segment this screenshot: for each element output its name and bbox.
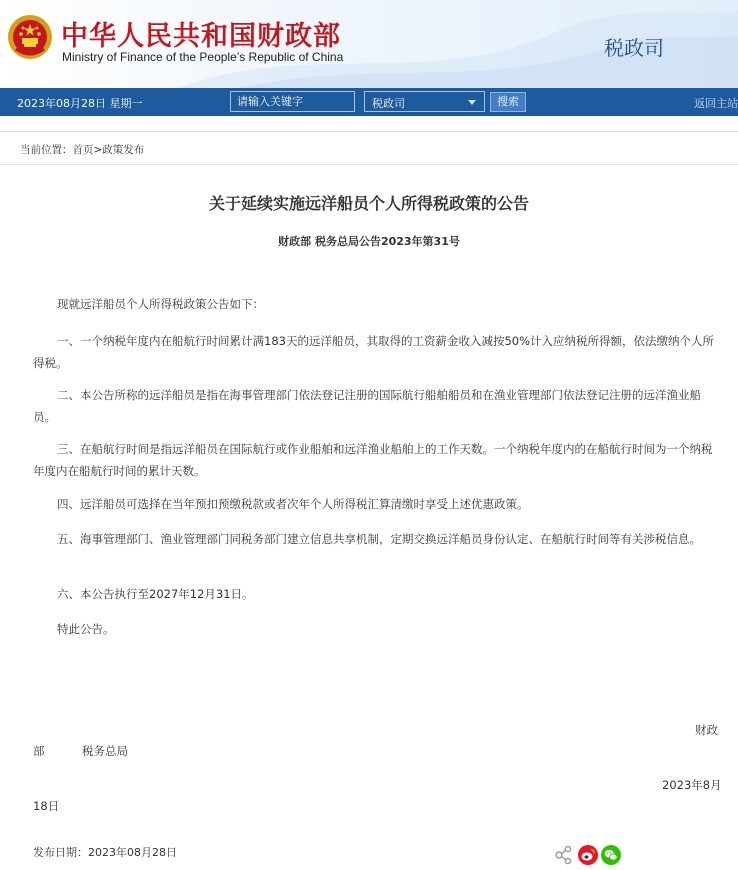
national-emblem-icon — [6, 13, 54, 61]
divider — [0, 164, 738, 165]
article-container — [0, 131, 738, 870]
share-icon[interactable] — [554, 845, 574, 865]
weibo-icon[interactable] — [578, 845, 598, 865]
signature-line-2b: 税务总局 — [82, 744, 128, 758]
paragraph-6: 六、本公告执行至2027年12月31日。 — [57, 587, 254, 601]
site-header — [0, 0, 738, 88]
breadcrumb[interactable]: 当前位置：首页>政策发布 — [20, 144, 145, 156]
date-line-1: 2023年8月 — [662, 778, 722, 792]
chevron-down-icon — [468, 100, 476, 105]
paragraph-1: 一、一个纳税年度内在船航行时间累计满183天的远洋船员，其取得的工资薪金收入减按50%计入应纳税所得额，依法缴纳个人所得税。 — [33, 334, 715, 370]
signature-line-1: 财政 — [695, 723, 718, 737]
search-input[interactable] — [230, 91, 355, 112]
site-title-english: Ministry of Finance of the People’s Republic of China — [62, 50, 344, 64]
signature-line-2a: 部 — [33, 744, 45, 758]
paragraph-closing: 特此公告。 — [57, 622, 115, 636]
return-home-link[interactable]: 返回主站 — [694, 97, 738, 110]
paragraph-intro: 现就远洋船员个人所得税政策公告如下： — [57, 297, 264, 311]
current-date: 2023年08月28日 星期一 — [17, 97, 143, 110]
paragraph-5: 五、海事管理部门、渔业管理部门同税务部门建立信息共享机制，定期交换远洋船员身份认定、在船航行时间等有关涉税信息。 — [57, 532, 701, 546]
paragraph-4: 四、远洋船员可选择在当年预扣预缴税款或者次年个人所得税汇算清缴时享受上述优惠政策。 — [57, 497, 529, 511]
paragraph-3: 三、在船航行时间是指远洋船员在国际航行或作业船舶和远洋渔业船舶上的工作天数。一个纳税年度内的在船航行时间为一个纳税年度内在船航行时间的累计天数。 — [33, 442, 713, 478]
article-title: 关于延续实施远洋船员个人所得税政策的公告 — [208, 194, 529, 213]
publish-date: 发布日期：2023年08月28日 — [33, 846, 177, 859]
wechat-icon[interactable] — [601, 845, 621, 865]
document-number: 财政部 税务总局公告2023年第31号 — [278, 235, 460, 248]
search-button[interactable]: 搜索 — [490, 92, 526, 112]
site-title-chinese: 中华人民共和国财政部 — [61, 21, 341, 52]
top-toolbar — [0, 88, 738, 116]
search-scope-value: 税政司 — [372, 97, 405, 110]
date-line-2: 18日 — [33, 799, 60, 813]
paragraph-2: 二、本公告所称的远洋船员是指在海事管理部门依法登记注册的国际航行船舶船员和在渔业管理部门依法登记注册的远洋渔业船员。 — [33, 388, 701, 424]
department-name: 税政司 — [604, 36, 664, 60]
search-scope-select[interactable] — [364, 91, 485, 112]
